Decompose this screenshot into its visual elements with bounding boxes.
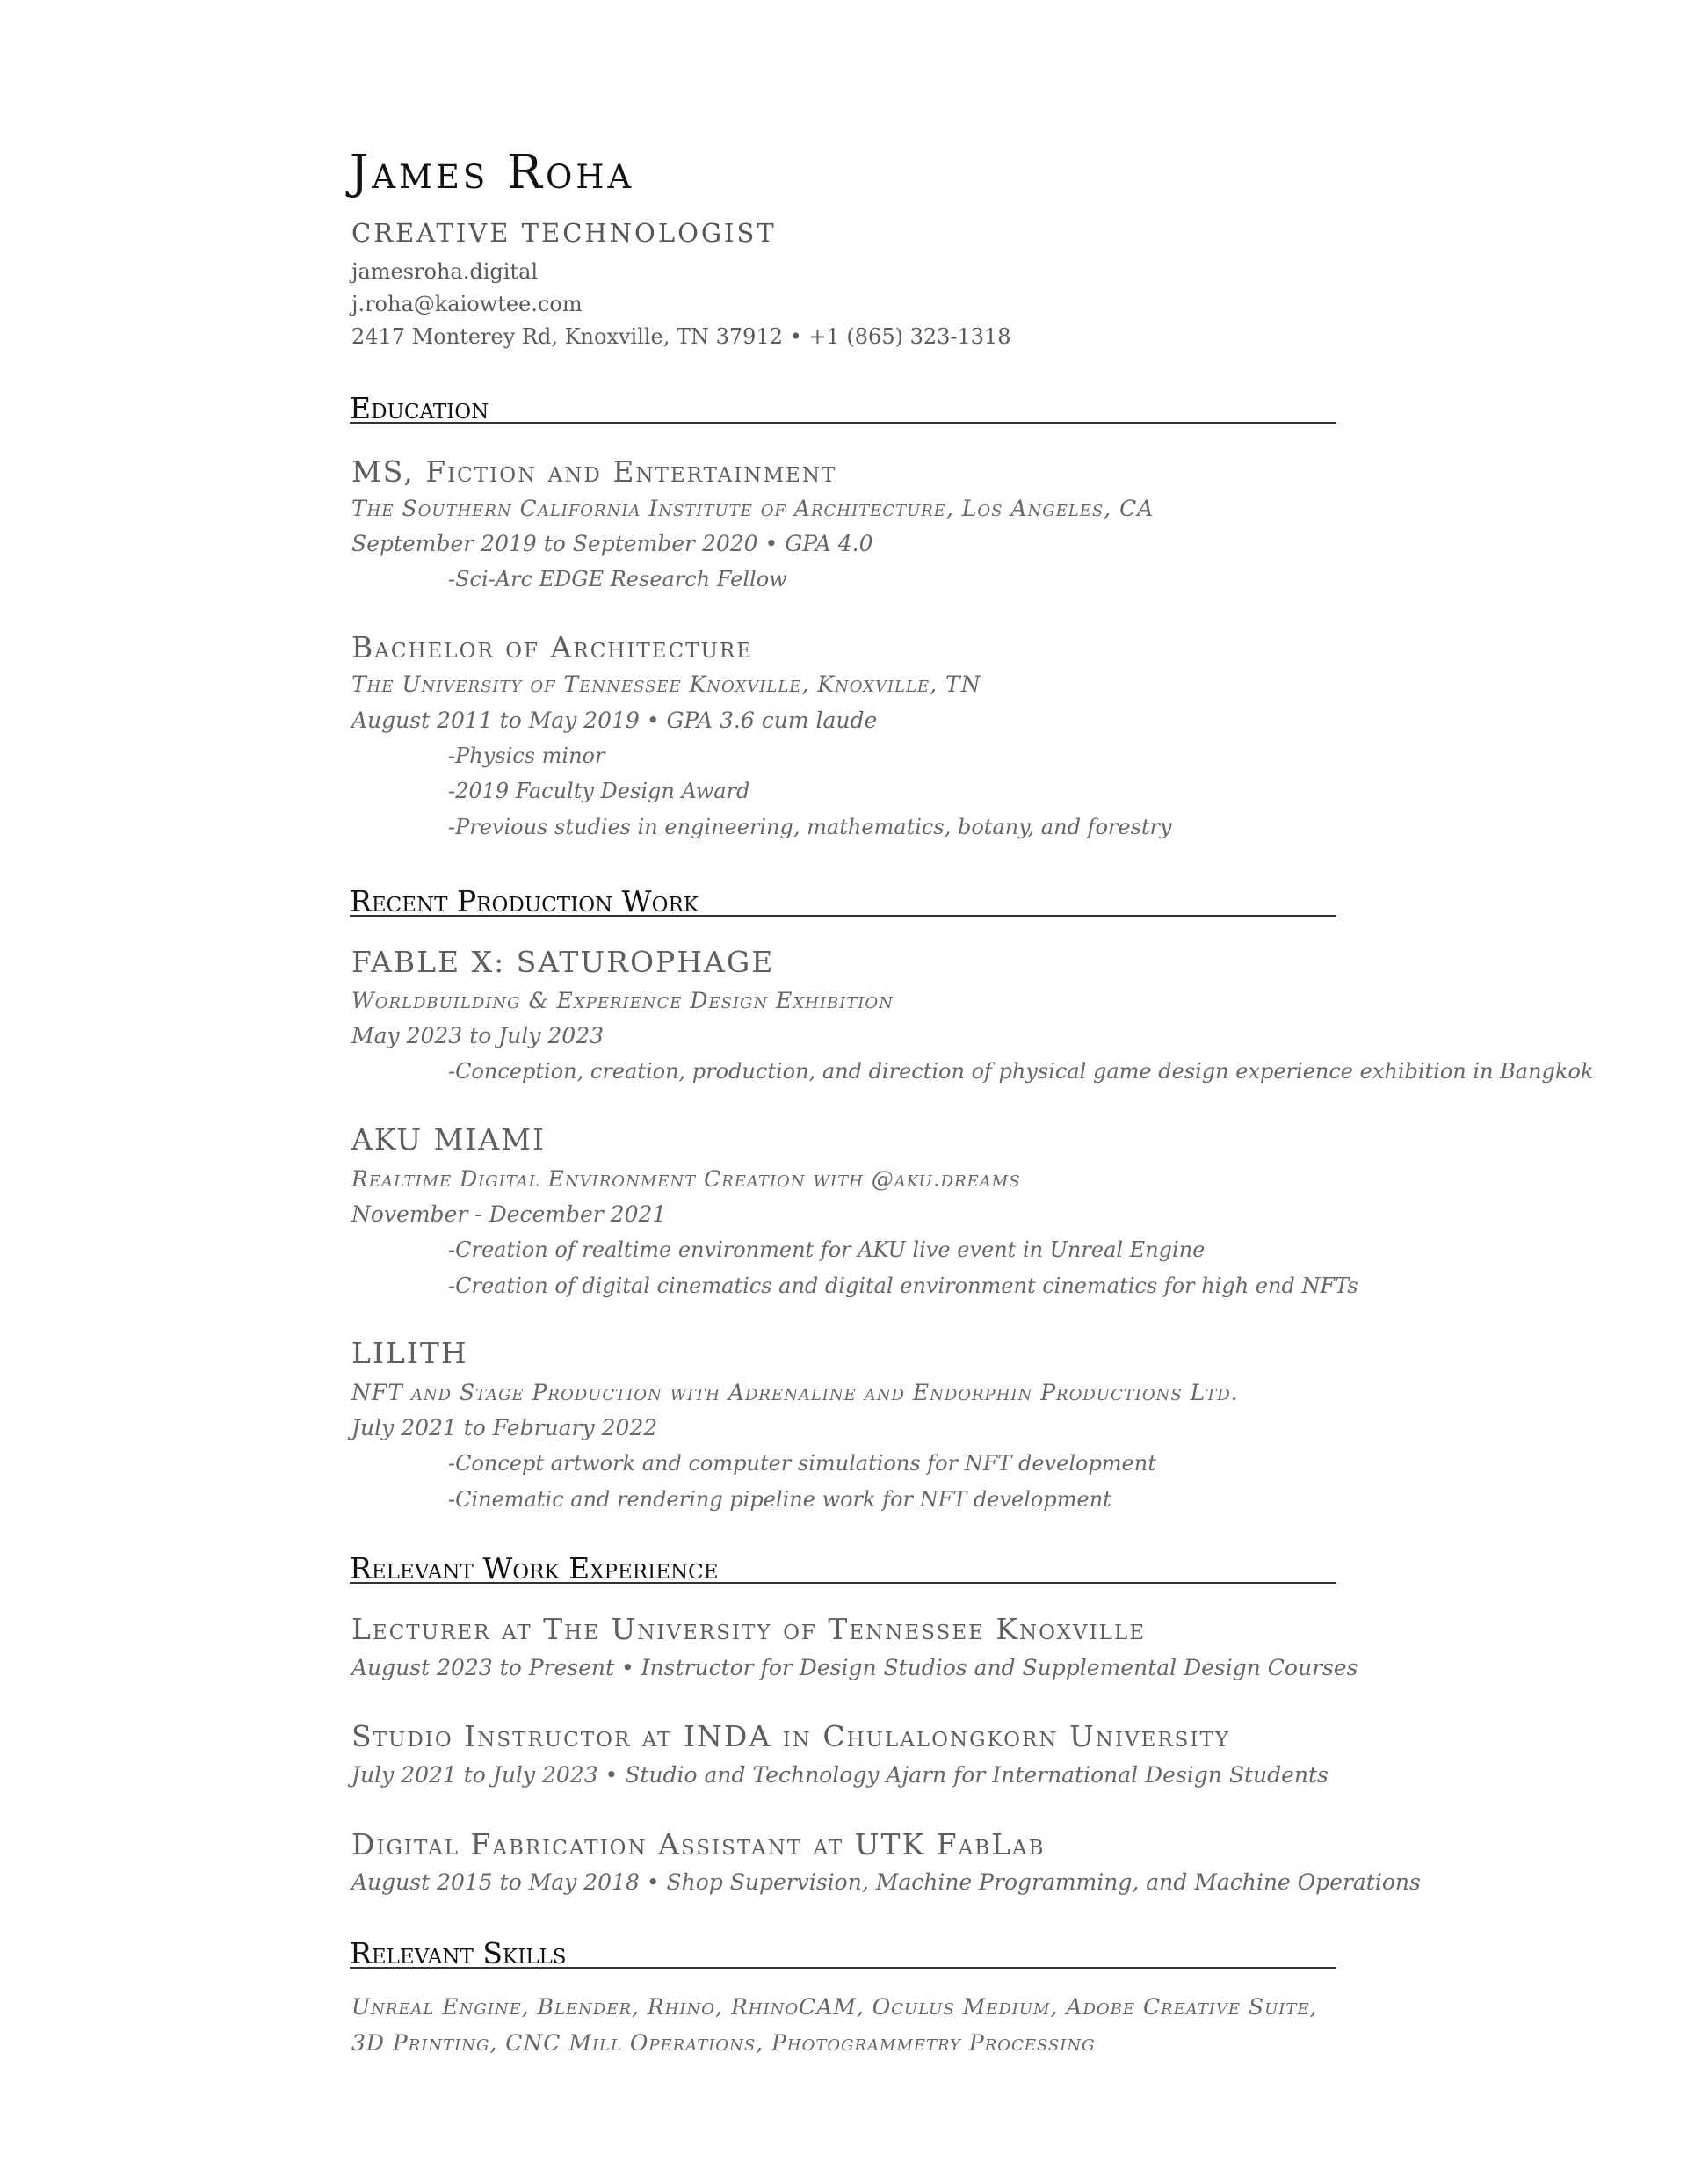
education-bullet: -Previous studies in engineering, mathematics, botany, and forestry <box>448 815 1172 839</box>
production-title: FABLE X: SATUROPHAGE <box>351 945 775 979</box>
experience-details: August 2023 to Present • Instructor for Design Studios and Supplemental Design Courses <box>351 1655 1358 1680</box>
education-school: The Southern California Institute of Architecture, Los Angeles, CA <box>351 496 1155 521</box>
production-bullet: -Creation of realtime environment for AKU live event in Unreal Engine <box>448 1237 1206 1262</box>
education-dates: September 2019 to September 2020 • GPA 4.0 <box>351 531 873 556</box>
section-education <box>350 385 1336 424</box>
education-title: Bachelor of Architecture <box>351 630 753 664</box>
education-bullet: -Sci-Arc EDGE Research Fellow <box>448 567 787 591</box>
applicant-title: CREATIVE TECHNOLOGIST <box>351 218 777 248</box>
production-bullet: -Cinematic and rendering pipeline work for NFT development <box>448 1487 1111 1512</box>
section-heading: Recent Production Work <box>350 884 699 918</box>
section-experience <box>350 1545 1336 1584</box>
education-school: The University of Tennessee Knoxville, Knoxville, TN <box>351 671 981 697</box>
production-title: LILITH <box>351 1336 468 1370</box>
skills-list: Unreal Engine, Blender, Rhino, RhinoCAM, Oculus Medium, Adobe Creative Suite, 3D Printing, CNC Mill Operations, Photogrammetry Processing <box>351 1994 1318 2056</box>
experience-details: August 2015 to May 2018 • Shop Supervision, Machine Programming, and Machine Operations <box>351 1869 1421 1895</box>
production-dates: July 2021 to February 2022 <box>351 1415 658 1440</box>
applicant-name: James Roha <box>350 146 635 200</box>
experience-details: July 2021 to July 2023 • Studio and Technology Ajarn for International Design Students <box>351 1762 1329 1788</box>
section-production <box>350 878 1336 917</box>
production-subtitle: Worldbuilding & Experience Design Exhibition <box>351 988 894 1013</box>
production-bullet: -Conception, creation, production, and direction of physical game design experience exhibition in Bangkok <box>448 1059 1594 1084</box>
website-link[interactable]: jamesroha.digital <box>351 259 539 284</box>
production-title: AKU MIAMI <box>351 1122 547 1157</box>
section-heading: Relevant Work Experience <box>350 1551 719 1585</box>
education-dates: August 2011 to May 2019 • GPA 3.6 cum laude <box>351 707 878 733</box>
email-link[interactable]: j.roha@kaiowtee.com <box>351 292 583 316</box>
experience-title: Studio Instructor at INDA in Chulalongkorn University <box>351 1719 1230 1753</box>
education-bullet: -2019 Faculty Design Award <box>448 779 750 803</box>
section-heading: Education <box>350 391 489 425</box>
section-heading: Relevant Skills <box>350 1936 567 1970</box>
education-title: MS, Fiction and Entertainment <box>351 454 837 489</box>
production-subtitle: Realtime Digital Environment Creation with @aku.dreams <box>351 1166 1021 1192</box>
section-skills <box>350 1930 1336 1969</box>
experience-title: Lecturer at The University of Tennessee Knoxville <box>351 1612 1147 1646</box>
production-dates: November - December 2021 <box>351 1201 667 1227</box>
production-bullet: -Concept artwork and computer simulations for NFT development <box>448 1451 1156 1476</box>
address-phone: 2417 Monterey Rd, Knoxville, TN 37912 • +1 (865) 323-1318 <box>351 324 1011 349</box>
education-bullet: -Physics minor <box>448 744 605 768</box>
production-dates: May 2023 to July 2023 <box>351 1023 604 1048</box>
production-bullet: -Creation of digital cinematics and digital environment cinematics for high end NFTs <box>448 1273 1358 1298</box>
experience-title: Digital Fabrication Assistant at UTK FabLab <box>351 1827 1046 1861</box>
production-subtitle: NFT and Stage Production with Adrenaline and Endorphin Productions Ltd. <box>351 1380 1239 1405</box>
